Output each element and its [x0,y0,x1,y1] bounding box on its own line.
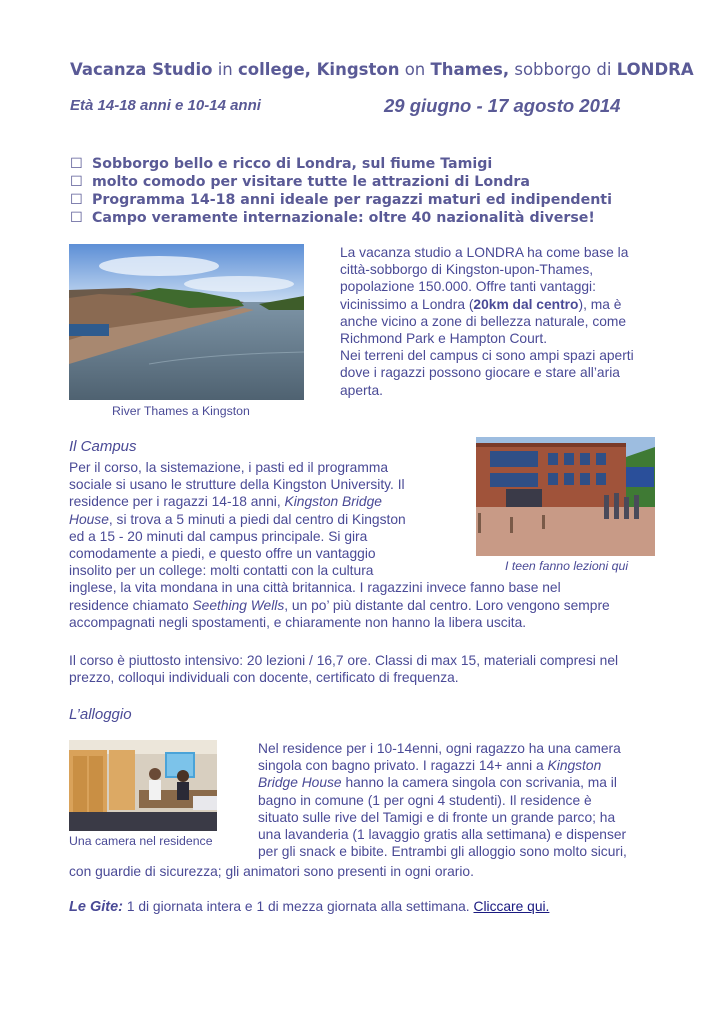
intro-line: popolazione 150.000. Offre tanti vantaggi: [340,279,596,295]
gite-label: Le Gite: [69,899,123,915]
age-range: Età 14-18 anni e 10-14 anni [70,97,261,114]
gite-line [69,898,549,916]
title-part: sobborgo di [509,60,617,79]
alloggio-line: situato sulle rive del Tamigi e di fronte un grande parco; ha [258,809,616,825]
checkbox-icon: ☐ [70,192,83,208]
residence-name: Kingston Bridge [284,494,382,510]
campus-text: residence chiamato [69,597,193,613]
course-paragraph [69,652,669,686]
campus-line: insolito per un college: molti contatti con la cultura [69,563,374,579]
checkbox-icon: ☐ [70,210,83,226]
course-line: prezzo, colloqui individuali con docente, certificato di frequenza. [69,670,459,686]
alloggio-line: Nel residence per i 10-14enni, ogni ragazzo ha una camera [258,741,621,756]
title-part: college, Kingston [238,60,400,79]
list-item [70,173,612,191]
checkbox-icon: ☐ [70,174,83,190]
campus-line: Per il corso, la sistemazione, i pasti ed il programma [69,460,388,475]
feature-list [70,155,612,227]
title-part: on [399,60,431,79]
alloggio-line [258,774,678,791]
gite-text: 1 di giornata intera e 1 di mezza giornata alla settimana. [122,899,474,914]
page-title [70,60,694,79]
checkbox-icon: ☐ [70,156,83,172]
list-item-text: Sobborgo bello e ricco di Londra, sul fiume Tamigi [92,156,493,172]
alloggio-last-line: con guardie di sicurezza; gli animatori sono presenti in ogni orario. [69,864,474,879]
title-part: Vacanza Studio [70,60,213,79]
residence-room-photo [69,740,217,831]
list-item [70,191,612,209]
residence-name: Seething Wells [192,597,285,613]
alloggio-line: per gli snack e bibite. Entrambi gli alloggio sono molto sicuri, [258,844,627,860]
course-line: Il corso è piuttosto intensivo: 20 lezioni / 16,7 ore. Classi di max 15, materiali compresi nel [69,653,619,668]
title-part: Thames, [430,60,510,79]
campus-line: inglese, la vita mondana in una città britannica. I ragazzini invece fanno base nel [69,580,561,596]
intro-text: ), ma è [578,296,622,312]
intro-line: La vacanza studio a LONDRA ha come base la [340,245,629,260]
campus-line: sociale si usano le strutture della Kingston University. Il [69,477,405,493]
room-photo-caption: Una camera nel residence [69,834,213,848]
alloggio-heading: L’alloggio [69,706,132,723]
river-thames-photo [69,244,304,400]
intro-line: dove i ragazzi possono giocare e stare all’aria [340,365,620,381]
campus-line: accompagnati negli spostamenti, e chiaramente non hanno la libera uscita. [69,614,527,630]
gite-link[interactable]: Cliccare qui. [473,899,550,914]
residence-name: Kingston [547,758,602,774]
campus-photo-caption: I teen fanno lezioni qui [505,559,629,573]
intro-line: città-sobborgo di Kingston-upon-Thames, [340,262,594,278]
alloggio-line: una lavanderia (1 lavaggio gratis alla settimana) e dispenser [258,827,627,843]
list-item [70,155,612,173]
campus-paragraph [69,459,669,631]
residence-name: Bridge House [258,775,342,791]
residence-name: House [69,511,109,527]
list-item-text: molto comodo per visitare tutte le attrazioni di Londra [92,174,530,190]
intro-line: Nei terreni del campus ci sono ampi spazi aperti [340,348,634,364]
alloggio-line [258,757,678,774]
date-range: 29 giugno - 17 agosto 2014 [384,95,621,116]
intro-line: anche vicino a zone di bellezza naturale, come [340,313,627,329]
campus-line [69,597,669,614]
intro-paragraph [340,244,670,399]
campus-text: , si trova a 5 minuti a piedi dal centro di Kingston [108,511,406,527]
campus-text: , un po’ più distante dal centro. Loro vengono sempre [284,597,610,613]
campus-line: comodamente a piedi, e questo offre un vantaggio [69,546,376,562]
intro-line: Richmond Park e Hampton Court. [340,331,548,347]
alloggio-paragraph [258,740,678,860]
title-part: LONDRA [616,60,694,79]
campus-line [69,493,669,510]
intro-text: vicinissimo a Londra ( [340,296,474,312]
list-item-text: Programma 14-18 anni ideale per ragazzi maturi ed indipendenti [92,192,612,208]
alloggio-line: bagno in comune (1 per ogni 4 studenti). Il residence è [258,792,592,808]
campus-line [69,511,669,528]
list-item [70,209,612,227]
alloggio-text: hanno la camera singola con scrivania, ma il [341,775,617,791]
list-item-text: Campo veramente internazionale: oltre 40 nazionalità diverse! [92,210,595,226]
alloggio-text: singola con bagno privato. I ragazzi 14+ anni a [258,758,548,774]
title-part: in [212,60,239,79]
intro-line [340,296,670,313]
campus-line: ed a 15 - 20 minuti dal campus principale. Si gira [69,528,368,544]
campus-heading: Il Campus [69,438,137,455]
intro-line: aperta. [340,382,383,398]
campus-text: residence per i ragazzi 14-18 anni, [69,494,285,510]
river-photo-caption: River Thames a Kingston [112,404,250,418]
distance-highlight: 20km dal centro [473,296,579,312]
